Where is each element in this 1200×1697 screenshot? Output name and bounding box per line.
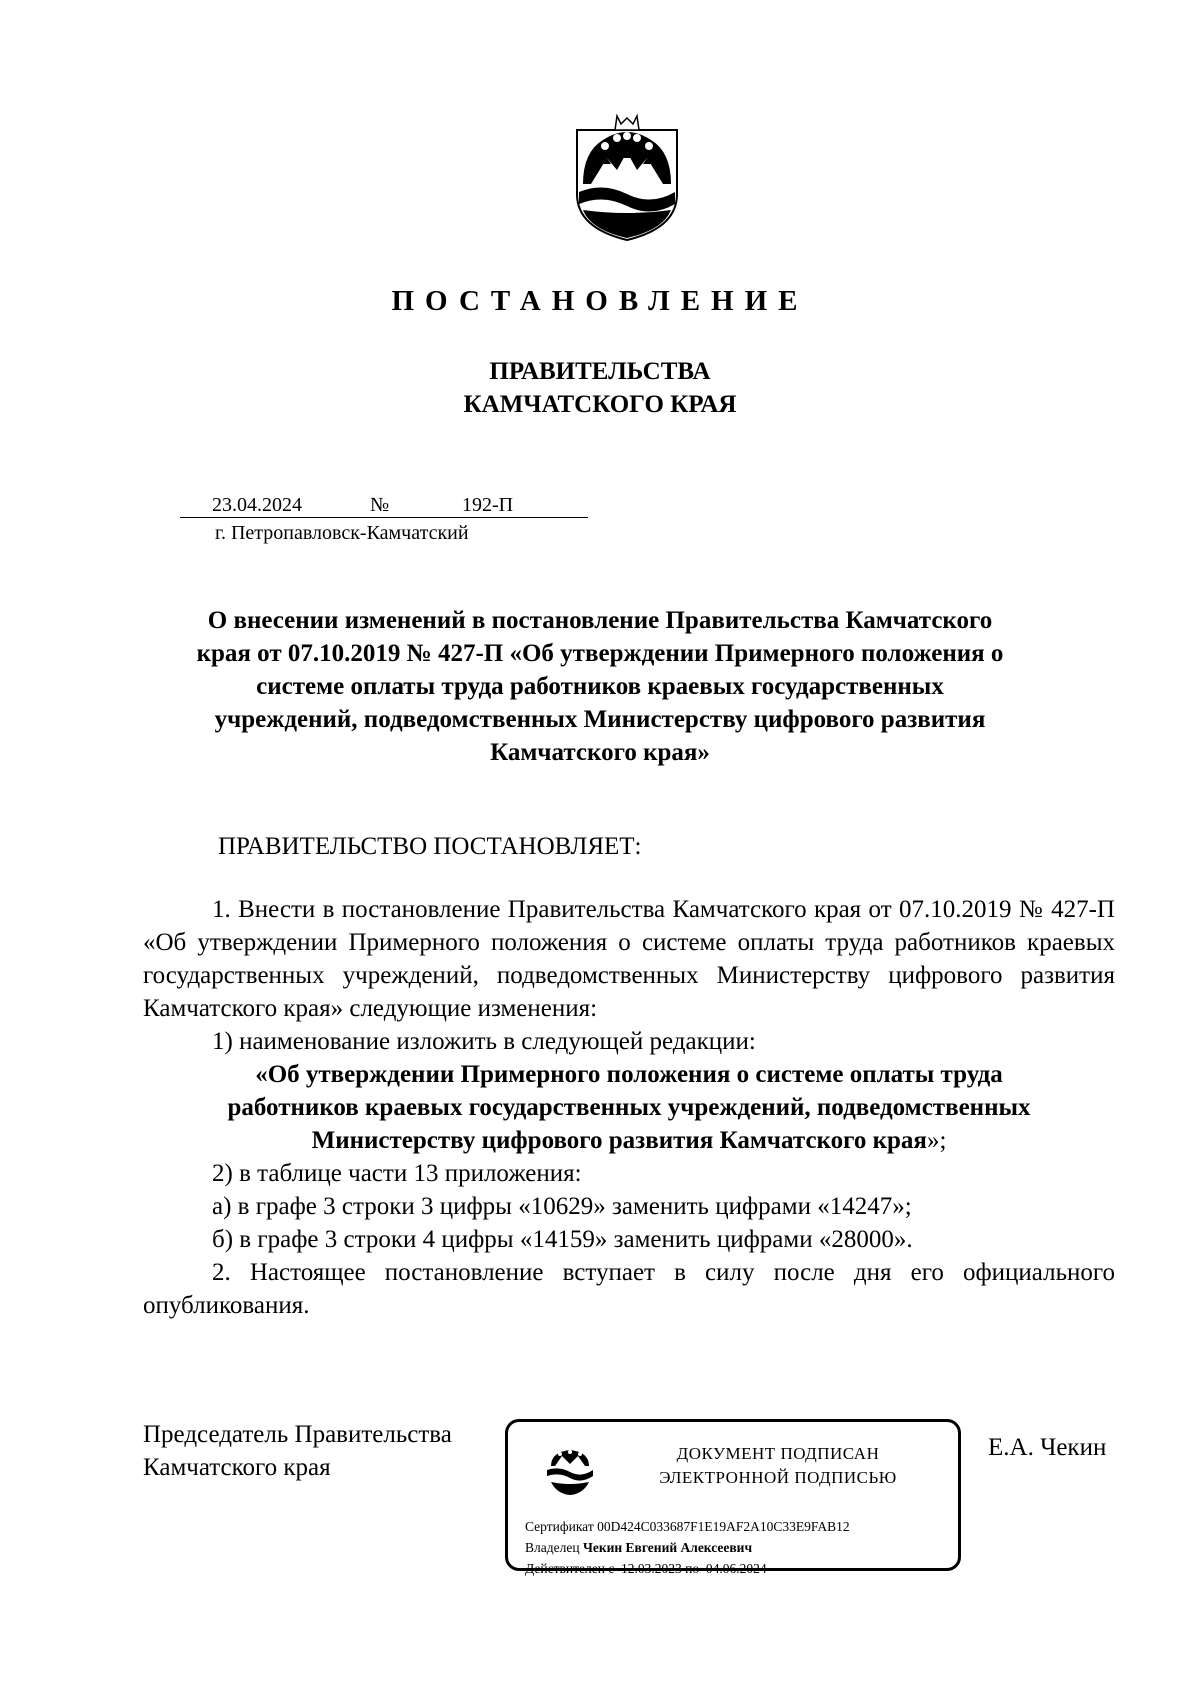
certificate-value: 00D424C033687F1E19AF2A10C33E9FAB12 [597,1519,850,1534]
title-line: учреждений, подведомственных Министерству цифрового развития [214,706,986,733]
certificate-row [525,1516,850,1537]
stamp-heading [608,1442,948,1490]
title-line: Камчатского края» [490,739,710,766]
paragraph-item-1-2a: а) в графе 3 строки 3 цифры «10629» заменить цифрами «14247»; [212,1193,912,1220]
signatory-name: Е.А. Чекин [988,1434,1107,1461]
paragraph-item-1-2b: б) в графе 3 строки 4 цифры «14159» заменить цифрами «28000». [212,1226,913,1253]
new-name-block [143,1058,1115,1157]
title-line: системе оплаты труда работников краевых государственных [256,673,944,700]
owner-row [525,1537,850,1558]
issuer-line: ПРАВИТЕЛЬСТВА [489,358,711,385]
owner-value: Чекин Евгений Алексеевич [582,1540,753,1555]
issuer-line: КАМЧАТСКОГО КРАЯ [463,391,737,418]
valid-from: 12.03.2023 [621,1561,682,1576]
stamp-heading-line: ЭЛЕКТРОННОЙ ПОДПИСЬЮ [659,1468,897,1487]
paragraph-item-1-1: 1) наименование изложить в следующей редакции: [212,1028,756,1055]
e-signature-stamp [505,1419,961,1576]
city: г. Петропавловск-Камчатский [215,522,469,544]
issuer-heading [0,355,1200,421]
new-name-line: Министерству цифрового развития Камчатского края [311,1127,927,1154]
paragraph-item-1-2: 2) в таблице части 13 приложения: [212,1160,582,1187]
resolves-heading: ПРАВИТЕЛЬСТВО ПОСТАНОВЛЯЕТ: [218,833,642,860]
stamp-details [525,1516,850,1579]
kamchatka-coat-of-arms-icon [573,112,681,242]
stamp-heading-line: ДОКУМЕНТ ПОДПИСАН [676,1444,880,1463]
paragraph-item-1: 1. Внести в постановление Правительства Камчатского края от 07.10.2019 № 427-П «Об утверждении Примерного положения о системе оплаты труда работников краевых государственных учреждений, подведомственных Министерству цифрового развития Камчатского края» следующие изменения: [143,896,1115,1022]
new-name-line-last [143,1124,1115,1157]
valid-to-label: по [685,1561,700,1576]
valid-to: 04.06.2024 [705,1561,767,1576]
validity-row [525,1558,850,1579]
underline [180,517,588,518]
paragraph-item-2: 2. Настоящее постановление вступает в силу после дня его официального опубликования. [143,1259,1115,1319]
document-body [143,893,1115,1322]
document-number: 192-П [462,494,514,516]
signatory-position [143,1418,452,1484]
kamchatka-coat-of-arms-icon [545,1444,595,1496]
new-name-line: «Об утверждении Примерного положения о системе оплаты труда [255,1061,1003,1088]
certificate-label: Сертификат [525,1519,594,1534]
valid-label: Действителен с [525,1561,615,1576]
registration-line [180,494,588,518]
position-line: Председатель Правительства [143,1421,452,1448]
number-sign: № [370,494,390,516]
document-date: 23.04.2024 [212,494,302,516]
position-line: Камчатского края [143,1454,331,1481]
owner-label: Владелец [525,1540,580,1555]
new-name-tail: »; [926,1127,947,1154]
document-type-heading: ПОСТАНОВЛЕНИЕ [391,285,809,317]
title-line: края от 07.10.2019 № 427-П «Об утверждении Примерного положения о [196,640,1004,667]
document-title [150,604,1050,769]
title-line: О внесении изменений в постановление Правительства Камчатского [207,607,993,634]
new-name-line: работников краевых государственных учреждений, подведомственных [227,1094,1031,1121]
